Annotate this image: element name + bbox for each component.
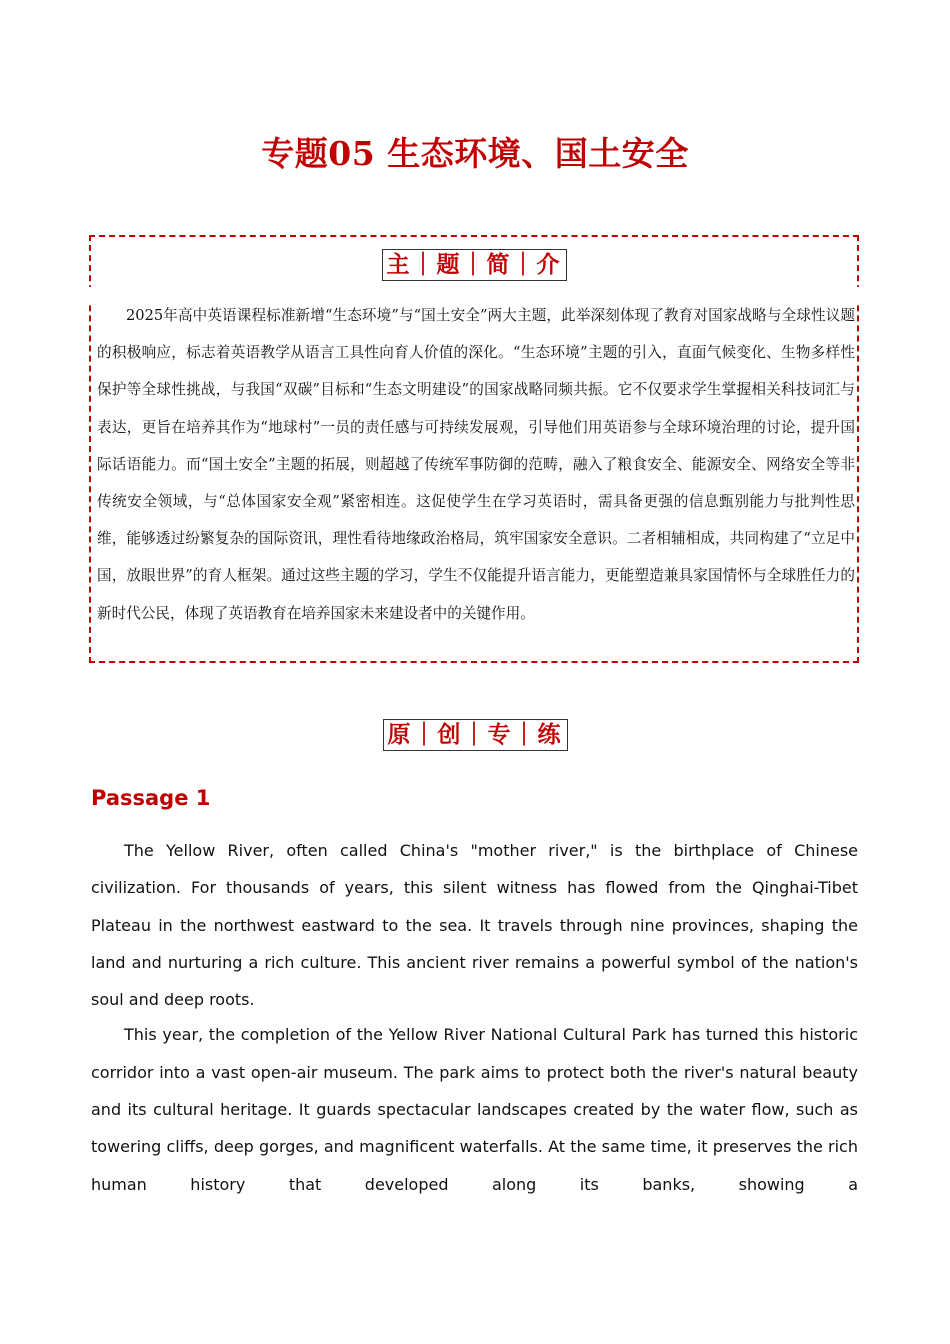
original-practice-label: 原｜创｜专｜练 (383, 719, 568, 751)
passage-paragraph: This year, the completion of the Yellow River National Cultural Park has turned this historic corridor into a vast open-air museum. The park aims to protect both the river's natural beauty and its cultural heritage. It guards spectacular landscapes created by the water flow, such as towering cliffs, deep gorges, and magnificent waterfalls. At the same time, it preserves the rich human history that developed along its banks, showing a (91, 1025, 858, 1194)
border-gap (88, 287, 93, 305)
topic-intro-label: 主｜题｜简｜介 (382, 249, 567, 281)
border-gap (855, 287, 860, 305)
passage-heading: Passage 1 (91, 786, 211, 810)
intro-label-wrap (91, 249, 857, 281)
passage-body (91, 832, 858, 1201)
topic-intro-box (89, 235, 859, 663)
topic-intro-text: 2025年高中英语课程标准新增“生态环境”与“国土安全”两大主题，此举深刻体现了教育对国家战略与全球性议题的积极响应，标志着英语教学从语言工具性向育人价值的深化。“生态环境”主题的引入，直面气候变化、生物多样性保护等全球性挑战，与我国“双碳”目标和“生态文明建设”的国家战略同频共振。它不仅要求学生掌握相关科技词汇与表达，更旨在培养其作为“地球村”一员的责任感与可持续发展观，引导他们用英语参与全球环境治理的讨论，提升国际话语能力。而“国土安全”主题的拓展，则超越了传统军事防御的范畴，融入了粮食安全、能源安全、网络安全等非传统安全领域，与“总体国家安全观”紧密相连。这促使学生在学习英语时，需具备更强的信息甄别能力与批判性思维，能够透过纷繁复杂的国际资讯，理性看待地缘政治格局，筑牢国家安全意识。二者相辅相成，共同构建了“立足中国，放眼世界”的育人框架。通过这些主题的学习，学生不仅能提升语言能力，更能塑造兼具家国情怀与全球胜任力的新时代公民，体现了英语教育在培养国家未来建设者中的关键作用。 (97, 307, 855, 622)
practice-label-wrap (0, 719, 950, 751)
page-title: 专题05 生态环境、国土安全 (261, 134, 689, 173)
passage-paragraph: The Yellow River, often called China's "mother river," is the birthplace of Chinese civilization. For thousands of years, this silent witness has flowed from the Qinghai-Tibet Plateau in the northwest eastward to the sea. It travels through nine provinces, shaping the land and nurturing a rich culture. This ancient river remains a powerful symbol of the nation's soul and deep roots. (91, 841, 858, 1010)
